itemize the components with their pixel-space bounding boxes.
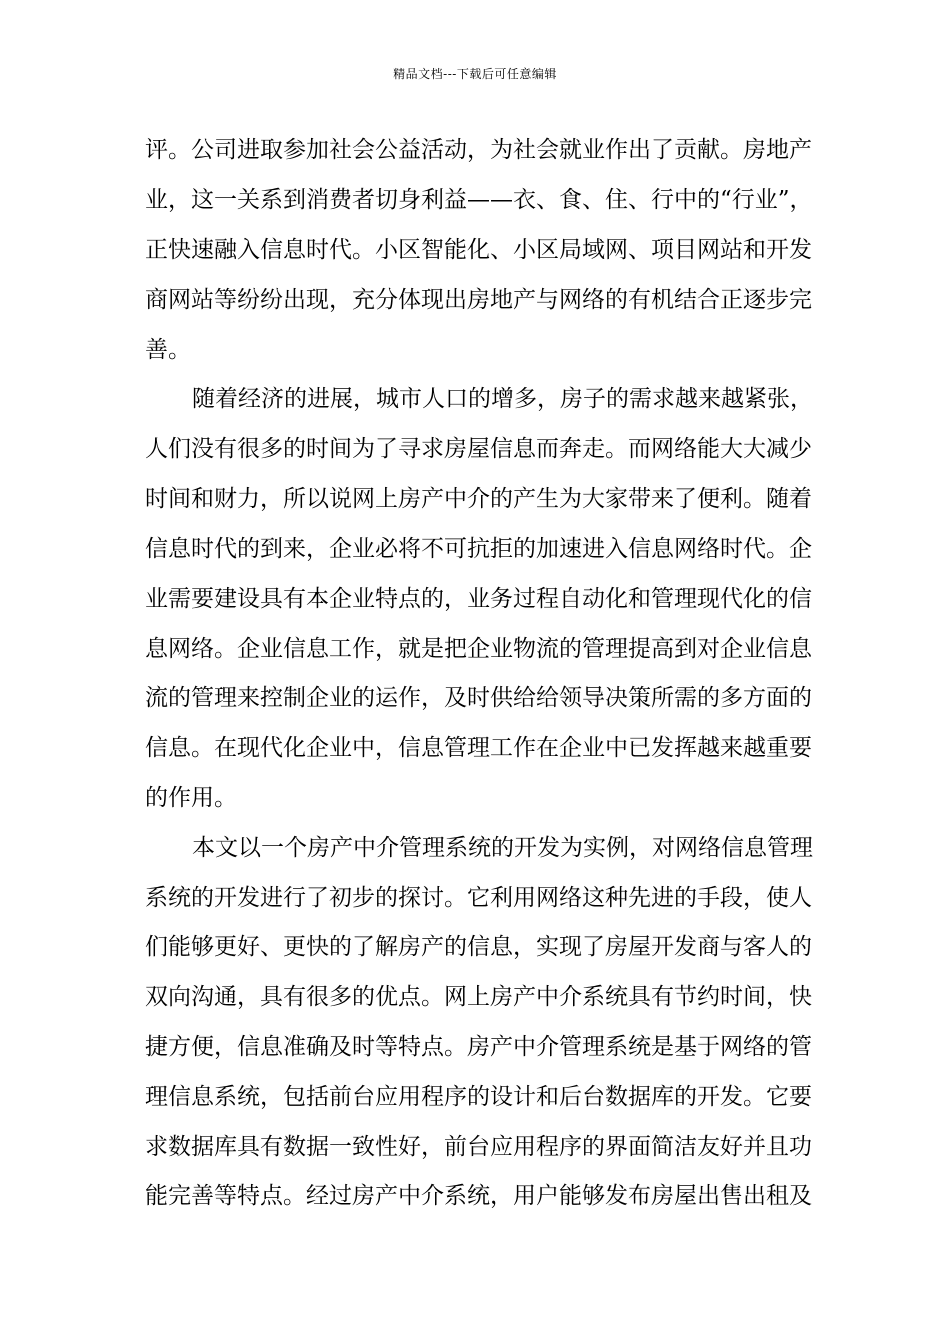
text-line: 业，这一关系到消费者切身利益——衣、食、住、行中的“行业”，	[145, 187, 813, 213]
text-line: 善。	[145, 337, 191, 363]
text-line: 能完善等特点。经过房产中介系统，用户能够发布房屋出售出租及	[145, 1183, 812, 1209]
text-line: 双向沟通，具有很多的优点。网上房产中介系统具有节约时间，快	[145, 984, 812, 1010]
text-line: 的作用。	[145, 785, 237, 811]
text-line: 正快速融入信息时代。小区智能化、小区局域网、项目网站和开发	[145, 237, 812, 263]
text-line: 息网络。企业信息工作，就是把企业物流的管理提高到对企业信息	[145, 636, 812, 662]
text-line: 们能够更好、更快的了解房产的信息，实现了房屋开发商与客人的	[145, 934, 812, 960]
text-line: 时间和财力，所以说网上房产中介的产生为大家带来了便利。随着	[145, 486, 812, 512]
text-line: 信息。在现代化企业中，信息管理工作在企业中已发挥越来越重要	[145, 735, 812, 761]
text-line: 信息时代的到来，企业必将不可抗拒的加速进入信息网络时代。企	[145, 536, 812, 562]
text-line: 系统的开发进行了初步的探讨。它利用网络这种先进的手段，使人	[145, 885, 812, 911]
text-line: 商网站等纷纷出现，充分体现出房地产与网络的有机结合正逐步完	[145, 287, 812, 313]
text-line: 求数据库具有数据一致性好，前台应用程序的界面简洁友好并且功	[145, 1134, 812, 1160]
text-line: 流的管理来控制企业的运作，及时供给给领导决策所需的多方面的	[145, 685, 812, 711]
text-line: 业需要建设具有本企业特点的，业务过程自动化和管理现代化的信	[145, 586, 812, 612]
text-line: 评。公司进取参加社会公益活动，为社会就业作出了贡献。房地产	[145, 137, 812, 163]
text-line: 本文以一个房产中介管理系统的开发为实例，对网络信息管理	[192, 835, 813, 861]
text-line: 理信息系统，包括前台应用程序的设计和后台数据库的开发。它要	[145, 1084, 812, 1110]
text-line: 随着经济的进展，城市人口的增多，房子的需求越来越紧张，	[192, 386, 813, 412]
page-header: 精品文档---下载后可任意编辑	[393, 67, 557, 81]
text-line: 人们没有很多的时间为了寻求房屋信息而奔走。而网络能大大减少	[145, 436, 812, 462]
text-line: 捷方便，信息准确及时等特点。房产中介管理系统是基于网络的管	[145, 1034, 812, 1060]
